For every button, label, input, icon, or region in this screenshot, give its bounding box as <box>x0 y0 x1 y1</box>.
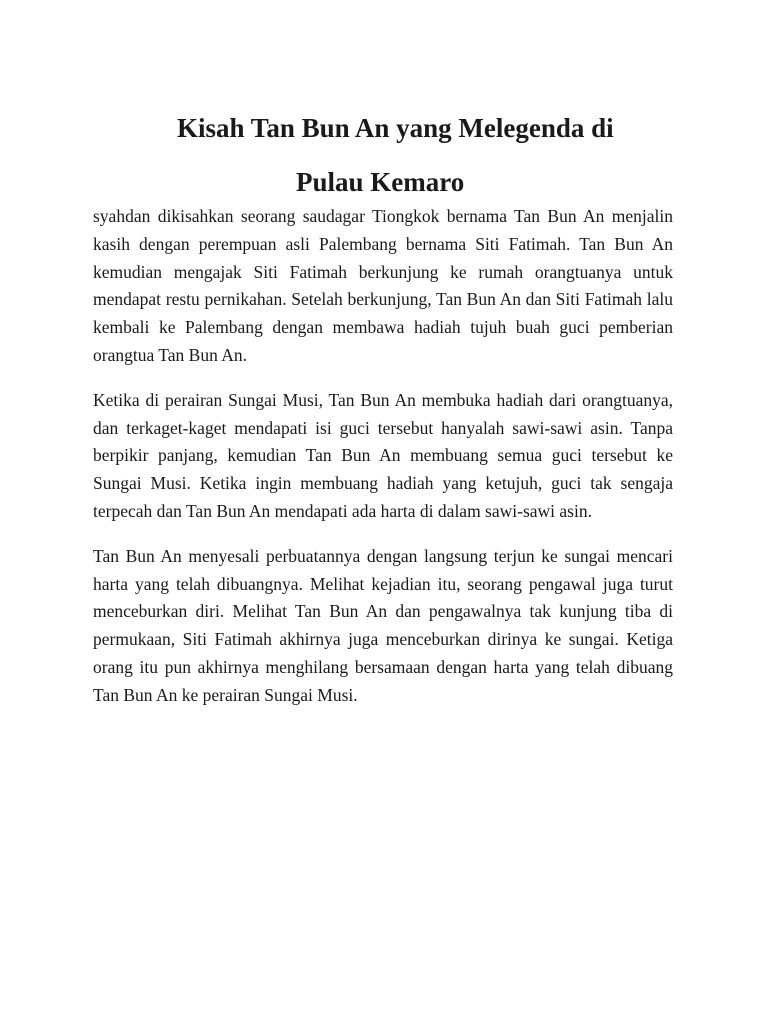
document-body <box>93 203 673 727</box>
paragraph-3: Tan Bun An menyesali perbuatannya dengan langsung terjun ke sungai mencari harta yang telah dibuangnya. Melihat kejadian itu, seorang pengawal juga turut menceburkan diri. Melihat Tan Bun An dan pengawalnya tak kunjung tiba di permukaan, Siti Fatimah akhirnya juga menceburkan dirinya ke sungai. Ketiga orang itu pun akhirnya menghilang bersamaan dengan harta yang telah dibuang Tan Bun An ke perairan Sungai Musi. <box>93 545 673 705</box>
paragraph-1: syahdan dikisahkan seorang saudagar Tiongkok bernama Tan Bun An menjalin kasih dengan perempuan asli Palembang bernama Siti Fatimah. Tan Bun An kemudian mengajak Siti Fatimah berkunjung ke rumah orangtuanya untuk mendapat restu pernikahan. Setelah berkunjung, Tan Bun An dan Siti Fatimah lalu kembali ke Palembang dengan membawa hadiah tujuh buah guci pemberian orangtua Tan Bun An. <box>93 206 673 365</box>
document-title-line-2: Pulau Kemaro <box>296 167 465 197</box>
document-title-line-1: Kisah Tan Bun An yang Melegenda di <box>177 113 614 143</box>
paragraph-2: Ketika di perairan Sungai Musi, Tan Bun An membuka hadiah dari orangtuanya, dan terkaget-kaget mendapati isi guci tersebut hanyalah sawi-sawi asin. Tanpa berpikir panjang, kemudian Tan Bun An membuang semua guci tersebut ke Sungai Musi. Ketika ingin membuang hadiah yang ketujuh, guci tak sengaja terpecah dan Tan Bun An mendapati ada harta di dalam sawi-sawi asin. <box>93 389 673 521</box>
